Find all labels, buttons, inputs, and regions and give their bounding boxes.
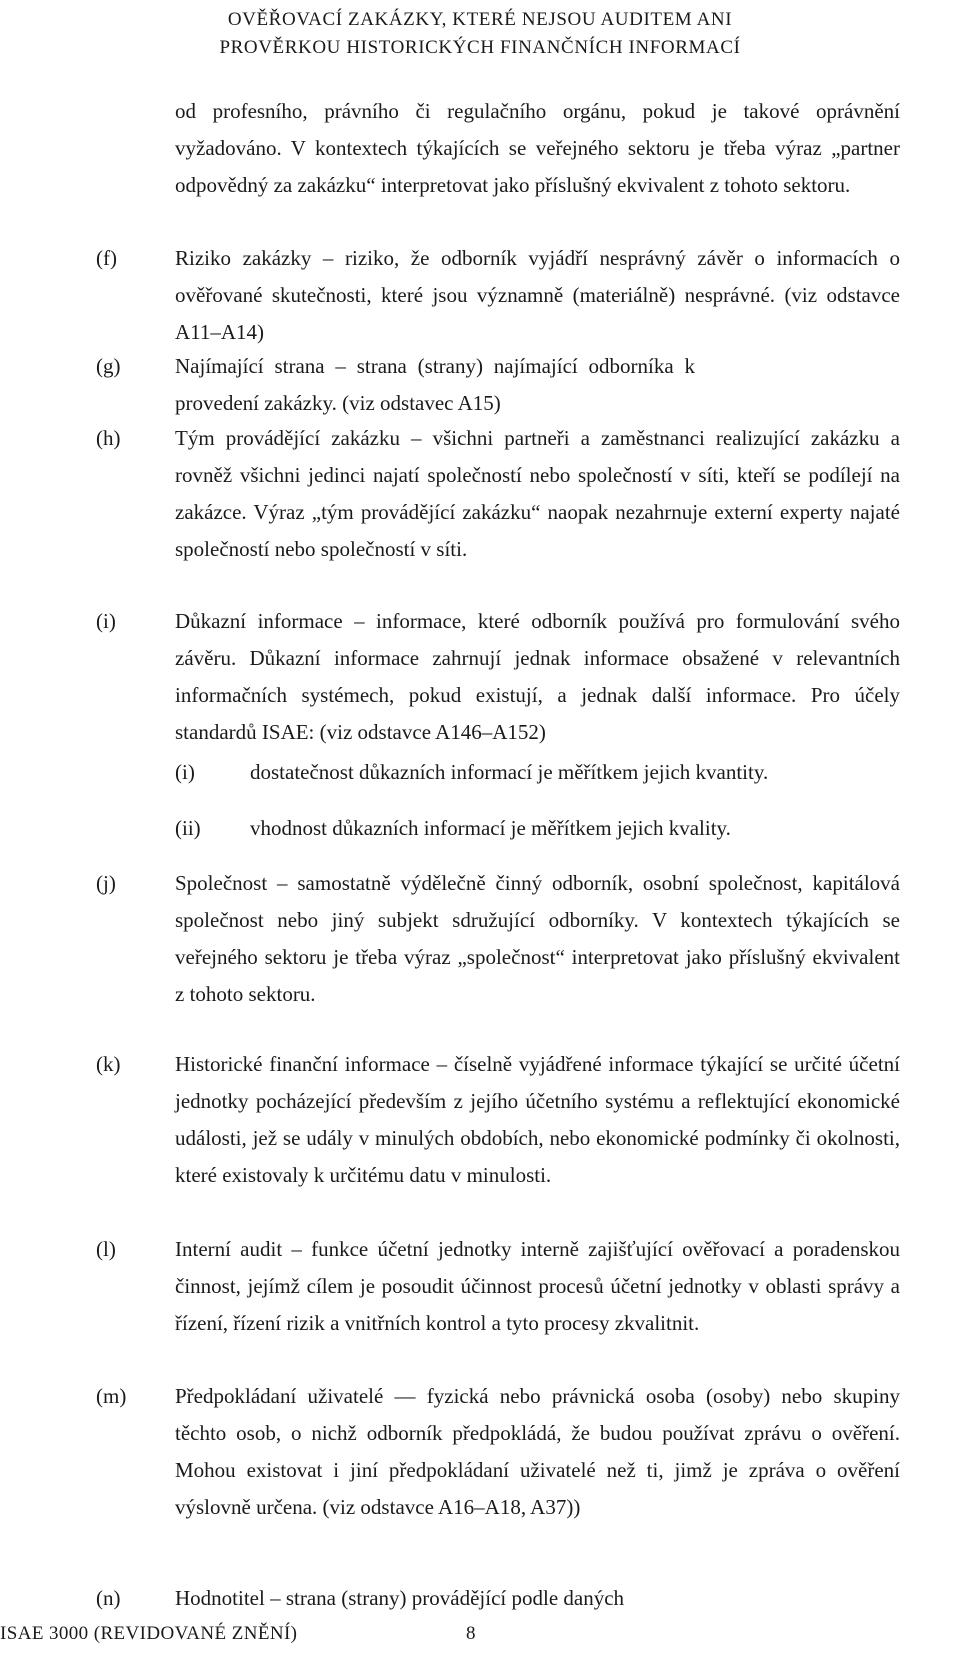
header-line-2: PROVĚRKOU HISTORICKÝCH FINANČNÍCH INFORMACÍ: [219, 37, 741, 58]
item-label: (h): [96, 426, 121, 450]
item-text: Společnost – samostatně výdělečně činný odborník, osobní společnost, kapitálová společnost nebo jiný subjekt sdružující odborníky. V kontextech týkajících se veřejného sektoru je třeba výraz „společnost“ interpretovat jako příslušný ekvivalent z tohoto sektoru.: [175, 871, 900, 1006]
item-text: Interní audit – funkce účetní jednotky interně zajišťující ověřovací a poradenskou činnost, jejímž cílem je posoudit účinnost procesů účetní jednotky v oblasti správy a řízení, řízení rizik a vnitřních kontrol a tyto procesy zkvalitnit.: [175, 1237, 900, 1335]
item-text: Tým provádějící zakázku – všichni partneři a zaměstnanci realizující zakázku a rovněž všichni jedinci najatí společností nebo společností v síti, kteří se podílejí na zakázce. Výraz „tým provádějící zakázku“ naopak nezahrnuje externí experty najaté společností nebo společností v síti.: [175, 426, 900, 561]
item-label: (f): [96, 246, 117, 270]
item-label: (m): [96, 1384, 127, 1408]
item-label: (k): [96, 1052, 121, 1076]
item-label: (g): [96, 354, 121, 378]
item-text: Předpokládaní uživatelé –– fyzická nebo právnická osoba (osoby) nebo skupiny těchto osob, o nichž odborník předpokládá, že budou používat zprávu o ověření. Mohou existovat i jiní předpokládaní uživatelé než ti, jimž je zpráva o ověření výslovně určena. (viz odstavce A16–A18, A37)): [175, 1384, 900, 1519]
item-text: Důkazní informace – informace, které odborník používá pro formulování svého závěru. Důkazní informace zahrnují jednak informace obsažené v relevantních informačních systémech, pokud existují, a jednak další informace. Pro účely standardů ISAE: (viz odstavce A146–A152): [175, 609, 900, 744]
item-label: (n): [96, 1586, 121, 1610]
page-number: 8: [466, 1623, 476, 1644]
item-text: Riziko zakázky – riziko, že odborník vyjádří nesprávný závěr o informacích o ověřované skutečnosti, které jsou významně (materiálně) nesprávné. (viz odstavce A11–A14): [175, 246, 900, 344]
page-header: [0, 6, 960, 62]
item-label: (l): [96, 1237, 116, 1261]
header-line-1: OVĚŘOVACÍ ZAKÁZKY, KTERÉ NEJSOU AUDITEM ANI: [227, 9, 733, 30]
item-label: (i): [96, 609, 116, 633]
continuation-text: od profesního, právního či regulačního orgánu, pokud je takové oprávnění vyžadováno. V kontextech týkajících se veřejného sektoru je třeba výraz „partner odpovědný za zakázku“ interpretovat jako příslušný ekvivalent z tohoto sektoru.: [175, 99, 900, 197]
item-text: Hodnotitel – strana (strany) provádějící podle daných: [175, 1586, 625, 1610]
item-text: Najímající strana – strana (strany) najímající odborníka k provedení zakázky. (viz odstavec A15): [175, 354, 695, 415]
footer-title: ISAE 3000 (REVIDOVANÉ ZNĚNÍ): [0, 1623, 298, 1644]
sub-item-text: vhodnost důkazních informací je měřítkem jejich kvality.: [250, 816, 731, 840]
sub-item-label: (ii): [175, 816, 201, 840]
sub-item-text: dostatečnost důkazních informací je měřítkem jejich kvantity.: [250, 760, 769, 784]
item-label: (j): [96, 871, 116, 895]
item-text: Historické finanční informace – číselně vyjádřené informace týkající se určité účetní jednotky pocházející především z jejího účetního systému a reflektující ekonomické události, jež se udály v minulých obdobích, nebo ekonomické podmínky či okolnosti, které existovaly k určitému datu v minulosti.: [175, 1052, 900, 1187]
sub-item-label: (i): [175, 760, 195, 784]
